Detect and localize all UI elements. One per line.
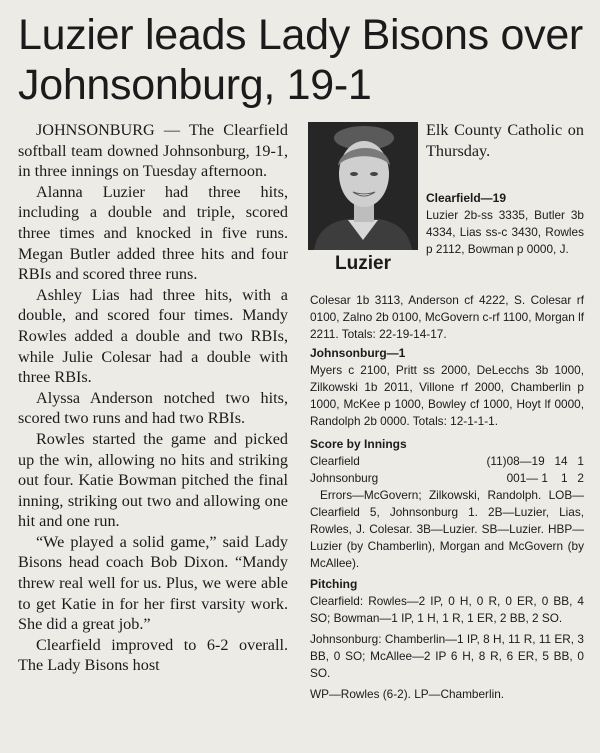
innings-row [310, 470, 584, 487]
box-score-clearfield [426, 190, 584, 258]
article-body [18, 120, 288, 676]
clearfield-heading: Clearfield—19 [426, 191, 507, 205]
game-summary: Errors—McGovern; Zilkowski, Randolph. LOB—Clearfield 5, Johnsonburg 1. 2B—Luzier, Lias, Rowles, J. Colesar. 3B—Luzier. SB—Luzier. HBP—Luzier (by Chamberlin), Morgan and McGovern (by McAllee). [310, 488, 584, 570]
clearfield-lineup: Luzier 2b-ss 3335, Butler 3b 4334, Lias ss-c 3430, Rowles p 2112, Bowman p 0000, J. [426, 208, 584, 256]
article-paragraph: Ashley Lias had three hits, with a double, and scored four times. Mandy Rowles added a double and two RBIs, while Julie Colesar had a double with three RBIs. [18, 285, 288, 387]
article-paragraph: Clearfield improved to 6-2 overall. The Lady Bisons host [18, 635, 288, 675]
team-name: Johnsonburg [310, 471, 379, 485]
box-score [310, 292, 584, 703]
clearfield-lineup-cont: Colesar 1b 3113, Anderson cf 4222, S. Colesar rf 0100, Zalno 2b 0100, McGovern c-rf 1100, Morgan lf 2211. Totals: 22-19-14-17. [310, 293, 584, 341]
photo-caption: Luzier [335, 253, 391, 274]
innings-heading: Score by Innings [310, 437, 407, 451]
continuation-text: Elk County Catholic on Thursday. [426, 121, 584, 160]
pitching-clearfield: Clearfield: Rowles—2 IP, 0 H, 0 R, 0 ER, 0 BB, 4 SO; Bowman—1 IP, 1 H, 1 R, 1 ER, 2 BB, 2 SO. [310, 594, 584, 625]
headline: Luzier leads Lady Bisons over Johnsonburg, 19-1 [18, 11, 583, 109]
johnsonburg-heading: Johnsonburg—1 [310, 346, 406, 360]
innings-line: (11)08—19 14 1 [486, 454, 584, 468]
team-name: Clearfield [310, 454, 360, 468]
pitching-johnsonburg: Johnsonburg: Chamberlin—1 IP, 8 H, 11 R, 11 ER, 3 BB, 0 SO; McAllee—2 IP 6 H, 8 R, 6 ER, 5 BB, 0 SO. [310, 632, 584, 680]
article-paragraph: Alyssa Anderson notched two hits, scored two runs and had two RBIs. [18, 388, 288, 428]
innings-line: 001— 1 1 2 [506, 471, 584, 485]
win-loss-pitchers: WP—Rowles (6-2). LP—Chamberlin. [310, 687, 505, 701]
article-paragraph: Alanna Luzier had three hits, including a double and triple, scored three times and knocked in five runs. Megan Butler added three hits and four RBIs and scored three runs. [18, 182, 288, 284]
article-paragraph: “We played a solid game,” said Lady Bisons head coach Bob Dixon. “Mandy threw real well for us. Plus, we were able to get Katie in for her first varsity work. She did a great job.” [18, 532, 288, 634]
article-paragraph: JOHNSONBURG — The Clearfield softball team downed Johnsonburg, 19-1, in three innings on Tuesday afternoon. [18, 121, 288, 181]
article-paragraph: Rowles started the game and picked up the win, allowing no hits and striking out four. Katie Bowman pitched the final inning, striking out two and allowing one hit and one run. [18, 429, 288, 531]
article-continuation [426, 120, 584, 161]
pitching-heading: Pitching [310, 577, 358, 591]
johnsonburg-lineup: Myers c 2100, Pritt ss 2000, DeLecchs 3b 1000, Zilkowski 1b 2011, Villone rf 2000, Chamberlin p 1000, McKee p 1000, Bowley cf 1000, Hoyt lf 0000, Randolph 2b 0000. Totals: 12-1-1-1. [310, 363, 584, 428]
innings-row [310, 453, 584, 470]
player-photo [308, 122, 418, 250]
